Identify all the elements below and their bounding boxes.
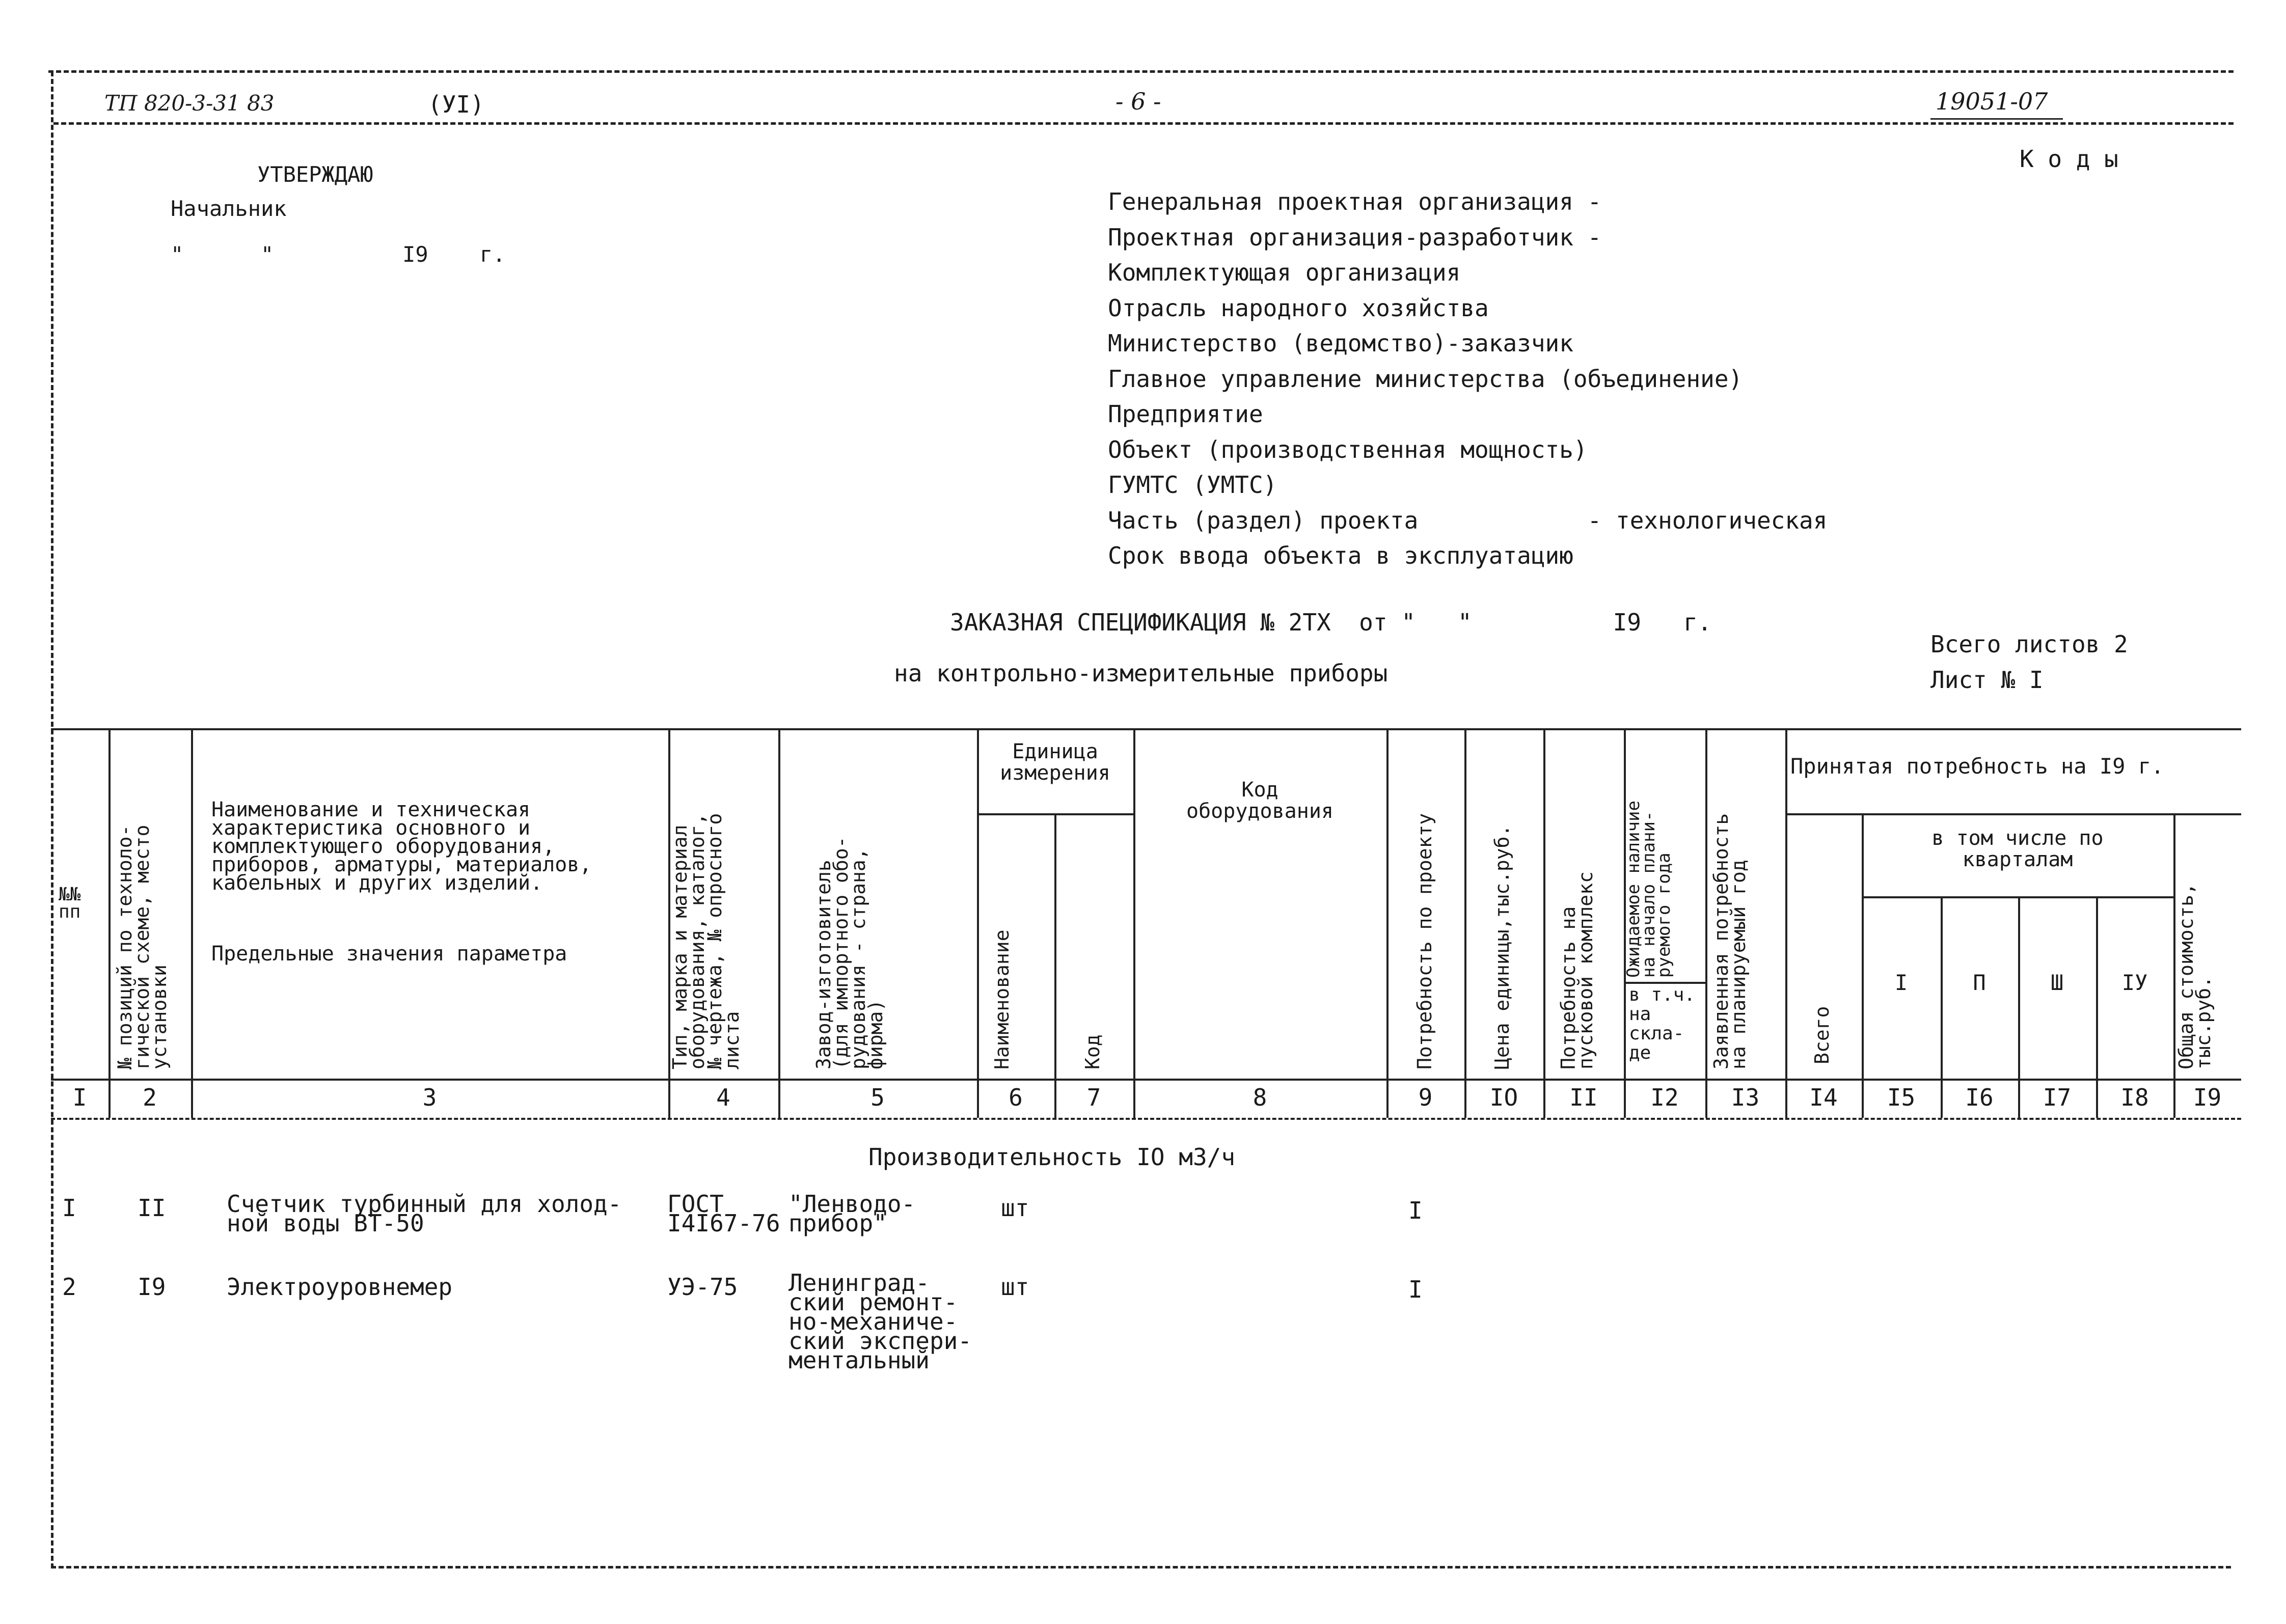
org-field: Срок ввода объекта в эксплуатацию xyxy=(1108,542,1573,569)
org-field: Объект (производственная мощность) xyxy=(1108,435,1588,463)
org-field: Отрасль народного хозяйства xyxy=(1108,294,1489,322)
quarter-1-header: I xyxy=(1894,970,1908,995)
row-unit: шт xyxy=(1001,1273,1029,1301)
doc-code: ТП 820-3-31 83 xyxy=(104,91,275,116)
col-number: 9 xyxy=(1418,1084,1433,1111)
col-number: 5 xyxy=(870,1084,885,1111)
frame-top xyxy=(48,70,2234,73)
quarters-group-header: в том числе по кварталам xyxy=(1931,827,2104,871)
org-field: Генеральная проектная организация - xyxy=(1108,188,1602,215)
row-maker: Ленинград- ский ремонт- но-механиче- ский экспери- ментальный xyxy=(788,1269,972,1374)
frame-left xyxy=(51,71,53,1568)
col12-header-top: Ожидаемое наличие на начало плани- руемого года xyxy=(1623,801,1674,978)
accepted-group-line xyxy=(1785,813,2241,815)
col-number: I xyxy=(72,1084,87,1111)
col-number: 2 xyxy=(143,1084,157,1111)
col-number: I2 xyxy=(1650,1084,1679,1111)
quarter-4-header: IУ xyxy=(2121,970,2148,995)
row-qty: I xyxy=(1408,1197,1423,1224)
quarter-2-header: П xyxy=(1973,970,1986,995)
volume-label: (УI) xyxy=(428,91,484,118)
table-top-line xyxy=(51,728,2241,730)
col14-header: Всего xyxy=(1811,1006,1833,1064)
col3-header: Наименование и техническая характеристика основного и комплектующего оборудования, приборов, арматуры, материалов, кабельных и других изделий. xyxy=(211,798,592,895)
row-qty: I xyxy=(1408,1276,1423,1303)
row-maker: "Ленводо- прибор" xyxy=(788,1190,916,1237)
codes-label: К о д ы xyxy=(2020,145,2118,173)
quarters-group-line xyxy=(1862,896,2173,898)
col-number: 3 xyxy=(422,1084,437,1111)
col-divider xyxy=(1785,728,1787,1118)
org-field: ГУМТС (УМТС) xyxy=(1108,471,1277,499)
accepted-group-header: Принятая потребность на I9 г. xyxy=(1790,754,2164,779)
inventory-underline xyxy=(1930,118,2063,120)
approval-date: " " I9 г. xyxy=(171,242,506,267)
row-name: Электроуровнемер xyxy=(227,1273,453,1301)
col-divider xyxy=(108,728,111,1118)
header-divider xyxy=(53,122,2234,125)
col-divider xyxy=(1054,813,1056,1118)
col-number: IO xyxy=(1489,1084,1518,1111)
row-type: УЭ-75 xyxy=(667,1273,738,1301)
col-number: I9 xyxy=(2193,1084,2222,1111)
header-bottom-line xyxy=(51,1079,2241,1081)
col6-header: Наименование xyxy=(991,929,1013,1069)
org-field: Проектная организация-разработчик - xyxy=(1108,223,1602,251)
col2-header: № позиций по техноло- гической схеме, место установки xyxy=(114,824,171,1069)
org-field: Министерство (ведомство)-заказчик xyxy=(1108,329,1573,357)
spec-subtitle: на контрольно-измерительные приборы xyxy=(894,659,1388,687)
col5-header: Завод-изготовитель (для импортного обо- рудования - страна, фирма) xyxy=(812,836,887,1069)
col-number: I6 xyxy=(1965,1084,1994,1111)
col13-header: Заявленная потребность на планируемый год xyxy=(1710,813,1750,1069)
org-field: Комплектующая организация xyxy=(1108,259,1461,286)
unit-group-header: Единица измерения xyxy=(1000,740,1110,785)
col4-header: Тип, марка и материал оборудования, каталог, № чертежа, № опросного листа xyxy=(669,813,743,1069)
col-number: I4 xyxy=(1809,1084,1838,1111)
col8-header: Код оборудования xyxy=(1186,778,1334,823)
approval-title: УТВЕРЖДАЮ xyxy=(257,162,373,187)
row-position: I9 xyxy=(138,1273,166,1301)
col-number: II xyxy=(1569,1084,1598,1111)
spec-title: ЗАКАЗНАЯ СПЕЦИФИКАЦИЯ № 2ТХ от " " I9 г. xyxy=(950,609,1712,636)
org-field: Главное управление министерства (объединение) xyxy=(1108,365,1743,393)
col-number: I5 xyxy=(1887,1084,1916,1111)
row-position: II xyxy=(138,1194,166,1222)
page-number: - 6 - xyxy=(1115,88,1161,115)
col-number: 4 xyxy=(716,1084,730,1111)
org-field: Часть (раздел) проекта - технологическая xyxy=(1108,506,1828,534)
col-number: 7 xyxy=(1086,1084,1101,1111)
section-title: Производительность IO м3/ч xyxy=(868,1143,1236,1171)
col-divider xyxy=(1543,728,1545,1118)
col-divider xyxy=(1705,728,1707,1118)
col-number: 8 xyxy=(1253,1084,1267,1111)
col-divider xyxy=(1464,728,1466,1118)
col19-header: Общая стоимость, тыс.руб. xyxy=(2175,883,2215,1069)
col11-header: Потребность на пусковой комплекс xyxy=(1557,871,1597,1069)
col-divider xyxy=(1386,728,1389,1118)
inventory-number: 19051-07 xyxy=(1936,88,2048,115)
row-number: I xyxy=(62,1194,76,1222)
sheets-total: Всего листов 2 xyxy=(1930,630,2128,658)
row-type: ГОСТ I4I67-76 xyxy=(667,1190,780,1237)
col-divider xyxy=(977,728,979,1118)
row-number: 2 xyxy=(62,1273,76,1301)
col12-split-line xyxy=(1624,982,1705,984)
org-field: Предприятие xyxy=(1108,400,1263,428)
col3-subheader: Предельные значения параметра xyxy=(211,942,567,966)
col-number: I7 xyxy=(2043,1084,2072,1111)
col7-header: Код xyxy=(1081,1034,1104,1069)
col1-header: №№ пп xyxy=(59,884,81,922)
row-unit: шт xyxy=(1001,1194,1029,1222)
col-divider xyxy=(778,728,780,1118)
quarter-3-header: Ш xyxy=(2050,970,2064,995)
col-number: 6 xyxy=(1009,1084,1023,1111)
col-number: I3 xyxy=(1731,1084,1760,1111)
row-name: Счетчик турбинный для холод- ной воды ВТ-50 xyxy=(227,1190,622,1237)
numbers-bottom-line xyxy=(51,1118,2241,1120)
frame-bottom xyxy=(51,1566,2231,1568)
col10-header: Цена единицы,тыс.руб. xyxy=(1491,824,1513,1069)
sheet-number: Лист № I xyxy=(1930,666,2044,694)
approval-role: Начальник xyxy=(171,196,287,221)
org-fields xyxy=(1108,184,1827,574)
col-number: I8 xyxy=(2120,1084,2149,1111)
col-divider xyxy=(191,728,193,1118)
col9-header: Потребность по проекту xyxy=(1413,813,1436,1069)
col12-header-bottom: в т.ч. на скла- де xyxy=(1629,984,1696,1063)
